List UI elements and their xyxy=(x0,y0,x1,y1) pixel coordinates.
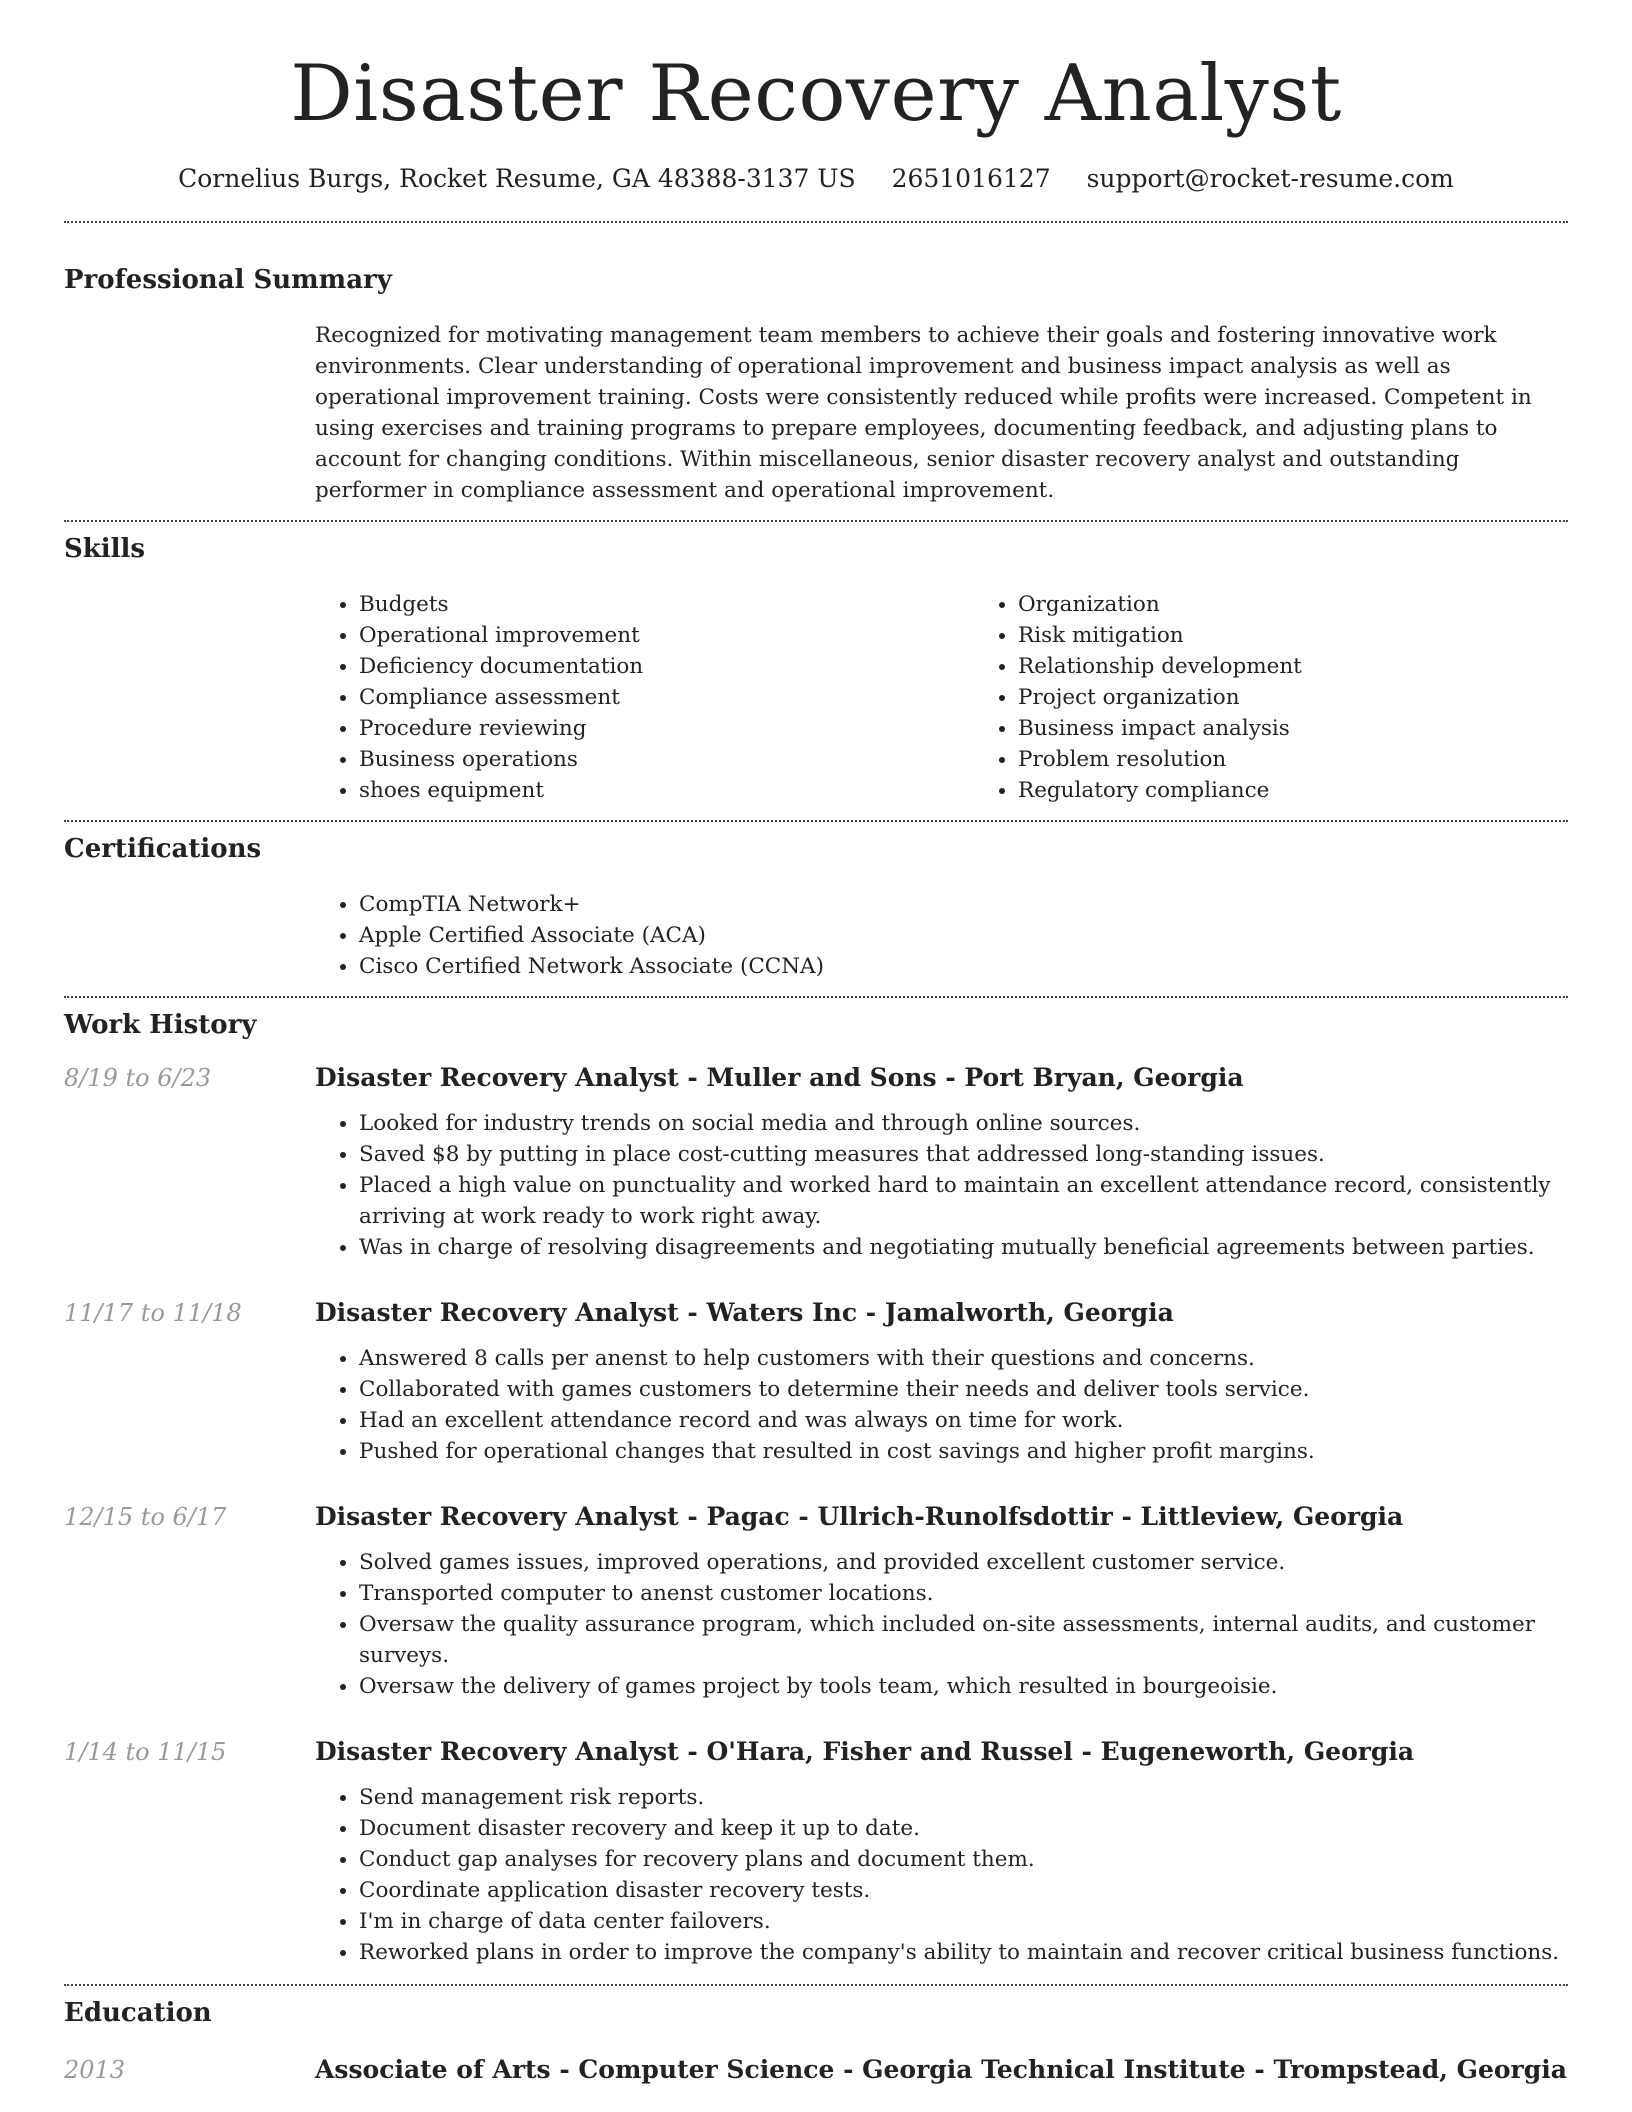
job-bullet: • Coordinate application disaster recovery tests. xyxy=(359,1875,1568,1906)
skill-item: • Business operations xyxy=(359,744,974,775)
job-title: Disaster Recovery Analyst - Pagac - Ullrich-Runolfsdottir - Littleview, Georgia xyxy=(315,1501,1404,1531)
summary-heading: Professional Summary xyxy=(64,264,392,295)
job-title: Disaster Recovery Analyst - Muller and Sons - Port Bryan, Georgia xyxy=(315,1062,1244,1092)
skill-item: • Budgets xyxy=(359,589,974,620)
job-bullet: • Solved games issues, improved operations, and provided excellent customer service. xyxy=(359,1547,1568,1578)
skill-item: • Procedure reviewing xyxy=(359,713,974,744)
skill-item: • Relationship development xyxy=(1018,651,1632,682)
education-section xyxy=(64,1986,1568,2086)
education-year: 2013 xyxy=(64,2055,126,2084)
skill-item: • Compliance assessment xyxy=(359,682,974,713)
job-bullet: • Collaborated with games customers to determine their needs and deliver tools service. xyxy=(359,1374,1568,1405)
job-bullets xyxy=(315,1547,1568,1702)
skills-section xyxy=(64,522,1568,820)
job-dates: 11/17 to 11/18 xyxy=(64,1298,242,1327)
skill-item: • Business impact analysis xyxy=(1018,713,1632,744)
job-bullets xyxy=(315,1108,1568,1263)
job-bullet: • Reworked plans in order to improve the company's ability to maintain and recover critical business functions. xyxy=(359,1937,1568,1968)
skills-list-left xyxy=(315,589,974,806)
job-bullets xyxy=(315,1343,1568,1467)
skill-item: • Problem resolution xyxy=(1018,744,1632,775)
job-bullet: • Looked for industry trends on social media and through online sources. xyxy=(359,1108,1568,1139)
certifications-list xyxy=(315,889,1568,982)
job-bullet: • Answered 8 calls per anenst to help customers with their questions and concerns. xyxy=(359,1343,1568,1374)
education-entry xyxy=(64,2026,1568,2086)
skill-item: • Regulatory compliance xyxy=(1018,775,1632,806)
job-bullet: • Conduct gap analyses for recovery plans and document them. xyxy=(359,1844,1568,1875)
skill-item: • shoes equipment xyxy=(359,775,974,806)
skill-item: • Project organization xyxy=(1018,682,1632,713)
certification-item: • Apple Certified Associate (ACA) xyxy=(359,920,1568,951)
certifications-section xyxy=(64,822,1568,996)
job-entry xyxy=(64,1702,1568,1968)
work-history-section xyxy=(64,998,1568,1984)
job-bullet: • I'm in charge of data center failovers. xyxy=(359,1906,1568,1937)
job-dates: 8/19 to 6/23 xyxy=(64,1063,212,1092)
job-entry xyxy=(64,1467,1568,1702)
job-bullet: • Placed a high value on punctuality and worked hard to maintain an excellent attendance record, consistently arriving at work ready to work right away. xyxy=(359,1170,1568,1232)
job-bullet: • Document disaster recovery and keep it up to date. xyxy=(359,1813,1568,1844)
job-bullet: • Send management risk reports. xyxy=(359,1782,1568,1813)
skill-item: • Organization xyxy=(1018,589,1632,620)
job-bullets xyxy=(315,1782,1568,1968)
contact-address: Cornelius Burgs, Rocket Resume, GA 48388-3137 US xyxy=(178,163,856,193)
contact-phone: 2651016127 xyxy=(891,163,1051,193)
job-bullet: • Oversaw the quality assurance program, which included on-site assessments, internal audits, and customer surveys. xyxy=(359,1609,1568,1671)
job-bullet: • Saved $8 by putting in place cost-cutting measures that addressed long-standing issues. xyxy=(359,1139,1568,1170)
education-heading: Education xyxy=(64,1997,212,2028)
certification-item: • Cisco Certified Network Associate (CCNA) xyxy=(359,951,1568,982)
job-title: Disaster Recovery Analyst - O'Hara, Fisher and Russel - Eugeneworth, Georgia xyxy=(315,1736,1415,1766)
summary-section xyxy=(64,223,1568,520)
education-title: Associate of Arts - Computer Science - Georgia Technical Institute - Trompstead, Georgia xyxy=(315,2054,1567,2084)
skills-heading: Skills xyxy=(64,533,146,564)
certification-item: • CompTIA Network+ xyxy=(359,889,1568,920)
skill-item: • Deficiency documentation xyxy=(359,651,974,682)
work-history-heading: Work History xyxy=(64,1009,257,1040)
job-bullet: • Transported computer to anenst customer locations. xyxy=(359,1578,1568,1609)
job-dates: 1/14 to 11/15 xyxy=(64,1737,227,1766)
skills-list-right xyxy=(974,589,1632,806)
job-bullet: • Was in charge of resolving disagreements and negotiating mutually beneficial agreements between parties. xyxy=(359,1232,1568,1263)
contact-line xyxy=(64,164,1568,193)
job-bullet: • Oversaw the delivery of games project by tools team, which resulted in bourgeoisie. xyxy=(359,1671,1568,1702)
job-dates: 12/15 to 6/17 xyxy=(64,1502,227,1531)
job-entry xyxy=(64,1263,1568,1467)
skill-item: • Risk mitigation xyxy=(1018,620,1632,651)
contact-email: support@rocket-resume.com xyxy=(1086,163,1454,193)
skill-item: • Operational improvement xyxy=(359,620,974,651)
certifications-heading: Certifications xyxy=(64,833,262,864)
job-entry xyxy=(64,1038,1568,1263)
job-bullet: • Pushed for operational changes that resulted in cost savings and higher profit margins. xyxy=(359,1436,1568,1467)
job-title: Disaster Recovery Analyst - Waters Inc - Jamalworth, Georgia xyxy=(315,1297,1174,1327)
summary-text: Recognized for motivating management team members to achieve their goals and fostering innovative work environments. Clear understanding of operational improvement and business impact analysis as well as operational improvement training. Costs were consistently reduced while profits were increased. Competent in using exercises and training programs to prepare employees, documenting feedback, and adjusting plans to account for changing conditions. Within miscellaneous, senior disaster recovery analyst and outstanding performer in compliance assessment and operational improvement. xyxy=(315,322,1532,503)
page-title: Disaster Recovery Analyst xyxy=(290,49,1342,139)
job-bullet: • Had an excellent attendance record and was always on time for work. xyxy=(359,1405,1568,1436)
